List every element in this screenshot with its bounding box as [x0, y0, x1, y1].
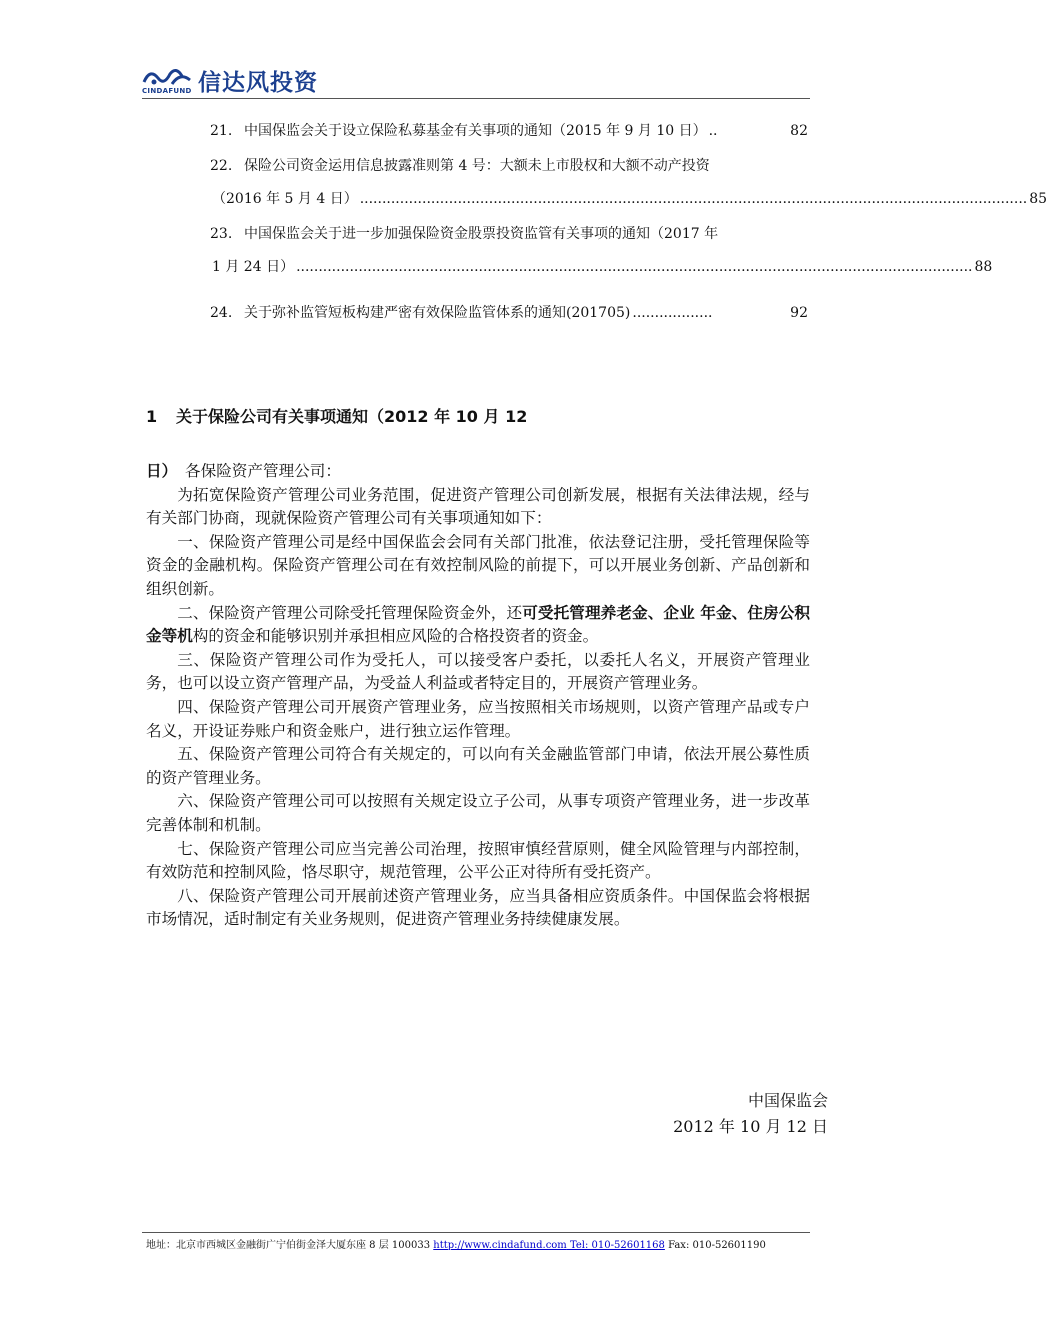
signature-org: 中国保监会 [747, 1091, 828, 1110]
toc-leader: .................. [632, 305, 713, 321]
toc-number: 24. [210, 305, 233, 321]
paragraph-3: 三、保险资产管理公司作为受托人，可以接受客户委托，以委托人名义，开展资产管理业务，也可以设立资产管理产品，为受益人利益或者特定目的，开展资产管理业务。 [146, 650, 810, 693]
toc-page: 85 [1029, 191, 1047, 207]
footer-website-link[interactable]: http://www.cindafund.com [433, 1240, 567, 1251]
paragraph-7: 七、保险资产管理公司应当完善公司治理，按照审慎经营原则，健全风险管理与内部控制，有效防范和控制风险，恪尽职守，规范管理，公平公正对待所有受托资产。 [146, 839, 810, 882]
brand-cn: 信达风投资 [198, 70, 318, 96]
section-number: 1 [146, 407, 158, 426]
toc-number: 23. [210, 226, 233, 242]
paragraph-2-bold: 可受托管理养老金、企业 年金、住房公积金等机 [146, 603, 810, 646]
toc-page: 82 [790, 123, 808, 139]
toc-entry-22[interactable] [210, 157, 808, 175]
toc-title: 中国保监会关于进一步加强保险资金股票投资监管有关事项的通知（2017 年 [244, 226, 719, 242]
heading-continuation [146, 460, 810, 484]
notice-body [146, 460, 810, 932]
toc-entry-24[interactable] [210, 304, 808, 322]
toc-number: 21. [210, 123, 233, 139]
footer-address: 地址：北京市西城区金融街广宁伯街金泽大厦东座 8 层 100033 [146, 1240, 434, 1251]
footer-fax: Fax: 010-52601190 [664, 1240, 766, 1251]
toc-page: 88 [974, 259, 993, 275]
toc-entry-22-cont[interactable] [212, 190, 1047, 208]
paragraph-2-a: 二、保险资产管理公司除受托管理保险资金外，还 [177, 603, 523, 622]
footer-tel: Tel: 010-52601168 [566, 1240, 665, 1251]
paragraph-6: 六、保险资产管理公司可以按照有关规定设立子公司，从事专项资产管理业务，进一步改革完善体制和机制。 [146, 792, 810, 834]
toc-title-cont: （2016 年 5 月 4 日） [212, 191, 358, 207]
page-footer [146, 1236, 766, 1251]
section-heading [146, 404, 527, 427]
toc-title: 中国保监会关于设立保险私募基金有关事项的通知（2015 年 9 月 10 日） [244, 123, 707, 139]
toc-title: 关于弥补监管短板构建严密有效保险监管体系的通知(201705) [244, 305, 631, 321]
toc-entry-21[interactable] [210, 122, 808, 140]
toc-leader: ........................................................................................................................................................ [296, 259, 973, 275]
toc-leader: ...................................................................................................................................................... [359, 191, 1028, 207]
toc-page: 92 [790, 305, 808, 321]
toc-leader: .. [708, 123, 718, 139]
page-header [142, 62, 810, 99]
section-title: 关于保险公司有关事项通知（2012 年 10 月 12 [176, 407, 528, 426]
paragraph-2-b: 构的资金和能够识别并承担相应风险的合格投资者的资金。 [192, 627, 599, 646]
addressee: 各保险资产管理公司： [185, 462, 341, 480]
section-title-cont: 日） [146, 462, 178, 480]
toc-number: 22. [210, 158, 233, 174]
paragraph-intro: 为拓宽保险资产管理公司业务范围，促进资产管理公司创新发展，根据有关法律法规，经与有关部门协商，现就保险资产管理公司有关事项通知如下： [146, 485, 810, 528]
footer-divider [142, 1232, 810, 1233]
paragraph-4: 四、保险资产管理公司开展资产管理业务，应当按照相关市场规则，以资产管理产品或专户名义，开设证券账户和资金账户，进行独立运作管理。 [146, 697, 810, 740]
toc-title-cont: 1 月 24 日） [212, 259, 295, 275]
brand-en: CINDAFUND [142, 87, 192, 95]
toc-entry-23-cont[interactable] [212, 258, 993, 276]
paragraph-5: 五、保险资产管理公司符合有关规定的，可以向有关金融监管部门申请，依法开展公募性质的资产管理业务。 [146, 745, 810, 787]
signature-block [673, 1088, 828, 1140]
toc-entry-23[interactable] [210, 225, 808, 243]
toc-title: 保险公司资金运用信息披露准则第 4 号：大额未上市股权和大额不动产投资 [244, 158, 710, 174]
paragraph-1: 一、保险资产管理公司是经中国保监会会同有关部门批准，依法登记注册，受托管理保险等资金的金融机构。保险资产管理公司在有效控制风险的前提下，可以开展业务创新、产品创新和组织创新。 [146, 532, 810, 598]
signature-date: 2012 年 10 月 12 日 [673, 1117, 828, 1136]
paragraph-8: 八、保险资产管理公司开展前述资产管理业务，应当具备相应资质条件。中国保监会将根据市场情况，适时制定有关业务规则，促进资产管理业务持续健康发展。 [146, 886, 810, 929]
paragraph-2 [146, 602, 810, 649]
